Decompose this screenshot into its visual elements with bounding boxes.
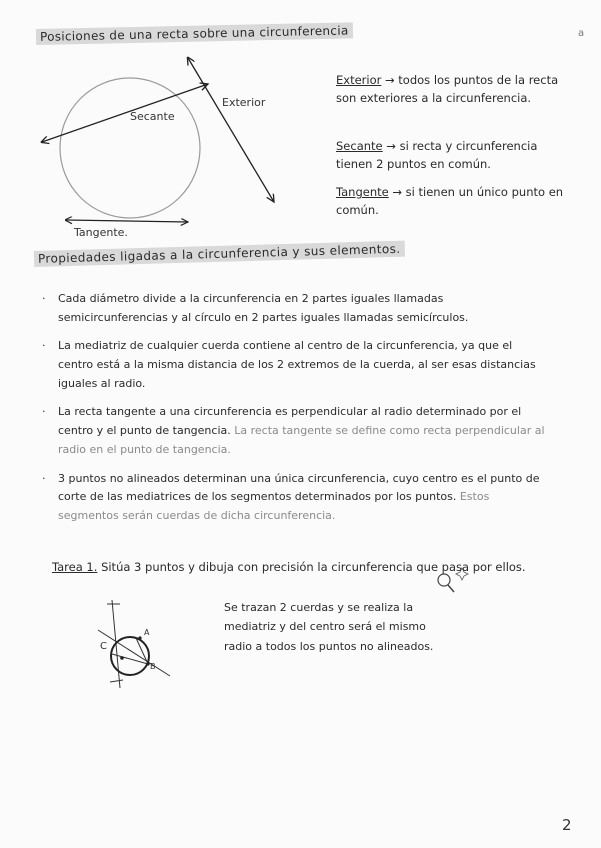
- point-a: [138, 636, 141, 639]
- definition-tangent: [336, 184, 566, 220]
- bullet-text: 3 puntos no alineados determinan una única circunferencia, cuyo centro es el punto de corte de las mediatrices de los segmentos determinados por los puntos.: [58, 471, 540, 504]
- task-statement: [52, 558, 552, 576]
- task-text: Sitúa 3 puntos y dibuja con precisión la circunferencia que pasa por ellos.: [101, 560, 526, 574]
- bullet-extra-text: Estos segmentos serán cuerdas de dicha circunferencia.: [58, 490, 490, 522]
- bullet-text: La recta tangente a una circunferencia es perpendicular al radio determinado por el centro y el punto de tangencia.: [58, 405, 522, 438]
- definition-term: Tangente: [336, 185, 389, 199]
- point-a-label: A: [144, 628, 150, 637]
- definition-text: → si recta y circunferencia tienen 2 puntos en común.: [336, 139, 538, 171]
- center-label: C: [100, 641, 107, 652]
- definition-text: → todos los puntos de la recta son exteriores a la circunferencia.: [336, 73, 559, 105]
- properties-list: [40, 290, 550, 536]
- definition-term: Exterior: [336, 73, 382, 87]
- exterior-label: Exterior: [222, 96, 266, 109]
- tangent-label: Tangente.: [74, 226, 128, 239]
- corner-mark: a: [578, 28, 585, 39]
- tick-2: [110, 680, 123, 682]
- definition-term: Secante: [336, 139, 383, 153]
- list-item: · La recta tangente a una circunferencia es perpendicular al radio determinado por el centro y el punto de tangencia. La recta tangente se define como recta perpendicular al radio en el punto de tangencia.: [42, 405, 545, 456]
- definition-text: → si tienen un único punto en común.: [336, 185, 564, 217]
- task-note: Se trazan 2 cuerdas y se realiza la mediatriz y del centro será el mismo radio a todos los puntos no alineados.: [224, 601, 434, 653]
- secant-label: Secante: [130, 110, 175, 123]
- exterior-line: [188, 58, 274, 202]
- section2-title-text: Propiedades ligadas a la circunferencia y sus elementos.: [34, 241, 405, 267]
- list-item: · 3 puntos no alineados determinan una única circunferencia, cuyo centro es el punto de corte de las mediatrices de los segmentos determinados por los puntos. Estos segmentos serán cuerdas de dicha circunferencia.: [42, 471, 540, 522]
- definition-secant: [336, 138, 566, 174]
- center-point: [120, 656, 124, 660]
- bullet-text: Cada diámetro divide a la circunferencia en 2 partes iguales llamadas semicircunferencias y al círculo en 2 partes iguales llamadas semicírculos.: [58, 292, 469, 324]
- secant-line: [42, 84, 208, 142]
- section1-title-text: Posiciones de una recta sobre una circunferencia: [36, 22, 353, 45]
- list-item: · Cada diámetro divide a la circunferencia en 2 partes iguales llamadas semicircunferencias y al círculo en 2 partes iguales llamadas semicírculos.: [42, 292, 469, 324]
- list-item: · La mediatriz de cualquier cuerda contiene al centro de la circunferencia, ya que el centro está a la misma distancia de los 2 extremos de la cuerda, al ser esas distancias iguales al radio.: [42, 339, 536, 390]
- task-label: Tarea 1.: [52, 560, 98, 574]
- definition-exterior: [336, 72, 566, 108]
- page-number: 2: [562, 816, 572, 834]
- task-construction-diagram: [98, 600, 170, 688]
- circle: [60, 78, 200, 218]
- bullet-extra-text: La recta tangente se define como recta perpendicular al radio en el punto de tangencia.: [58, 424, 545, 456]
- bullet-text: La mediatriz de cualquier cuerda contiene al centro de la circunferencia, ya que el centro está a la misma distancia de los 2 extremos de la cuerda, al ser esas distancias iguales al radio.: [58, 339, 536, 390]
- point-b-label: B: [150, 662, 156, 671]
- tangent-line: [66, 220, 188, 222]
